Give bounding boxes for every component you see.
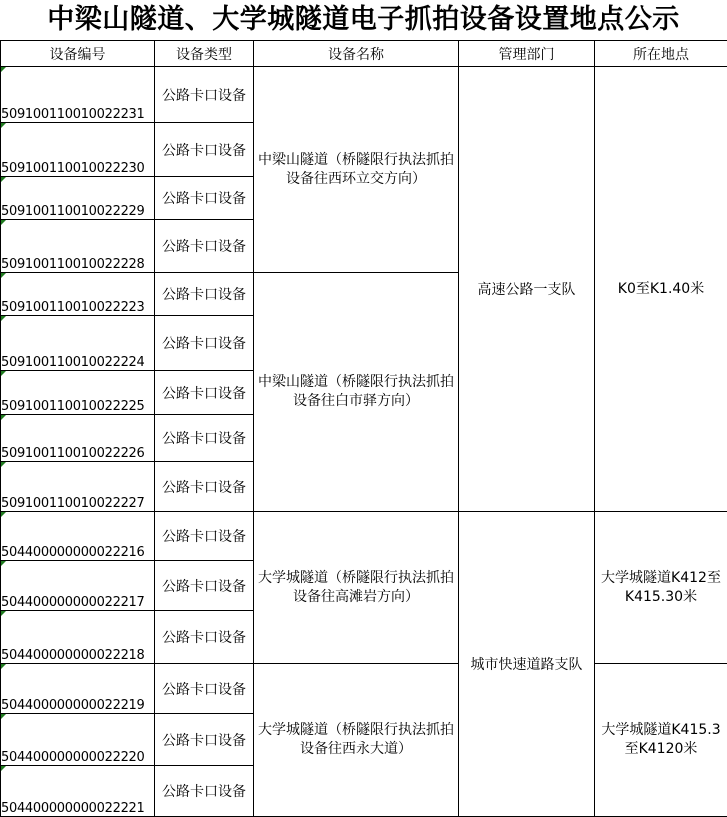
device-type: 公路卡口设备 [155, 316, 254, 371]
device-name: 中梁山隧道（桥隧限行执法抓拍设备往西环立交方向） [254, 67, 459, 273]
header-dept: 管理部门 [459, 41, 595, 67]
device-code: 509100110010022228 [1, 220, 155, 273]
device-type: 公路卡口设备 [155, 611, 254, 664]
device-type: 公路卡口设备 [155, 462, 254, 512]
device-code: 509100110010022229 [1, 177, 155, 220]
device-code: 509100110010022223 [1, 273, 155, 316]
location: 大学城隧道K415.3至K4120米 [595, 664, 727, 817]
device-type: 公路卡口设备 [155, 220, 254, 273]
device-code: 504400000000022220 [1, 714, 155, 766]
location: 大学城隧道K412至K415.30米 [595, 512, 727, 664]
header-code: 设备编号 [1, 41, 155, 67]
header-location: 所在地点 [595, 41, 727, 67]
table-row [1, 67, 727, 123]
device-code: 504400000000022218 [1, 611, 155, 664]
device-name: 大学城隧道（桥隧限行执法抓拍设备往西永大道） [254, 664, 459, 817]
device-type: 公路卡口设备 [155, 664, 254, 714]
device-code: 504400000000022221 [1, 766, 155, 817]
device-type: 公路卡口设备 [155, 714, 254, 766]
header-type: 设备类型 [155, 41, 254, 67]
device-code: 509100110010022230 [1, 123, 155, 177]
device-code: 509100110010022231 [1, 67, 155, 123]
device-type: 公路卡口设备 [155, 561, 254, 611]
device-type: 公路卡口设备 [155, 415, 254, 462]
device-type: 公路卡口设备 [155, 177, 254, 220]
location: K0至K1.40米 [595, 67, 727, 512]
table-row [1, 664, 727, 714]
device-type: 公路卡口设备 [155, 512, 254, 561]
device-table [0, 40, 727, 817]
device-code: 509100110010022226 [1, 415, 155, 462]
page-title: 中梁山隧道、大学城隧道电子抓拍设备设置地点公示 [0, 0, 727, 40]
device-code: 509100110010022225 [1, 371, 155, 415]
header-row [1, 41, 727, 67]
management-department: 城市快速道路支队 [459, 512, 595, 817]
device-type: 公路卡口设备 [155, 123, 254, 177]
device-code: 504400000000022219 [1, 664, 155, 714]
header-name: 设备名称 [254, 41, 459, 67]
device-type: 公路卡口设备 [155, 766, 254, 817]
device-code: 504400000000022217 [1, 561, 155, 611]
device-code: 509100110010022224 [1, 316, 155, 371]
table-row [1, 512, 727, 561]
device-code: 504400000000022216 [1, 512, 155, 561]
device-type: 公路卡口设备 [155, 273, 254, 316]
device-type: 公路卡口设备 [155, 67, 254, 123]
device-code: 509100110010022227 [1, 462, 155, 512]
device-name: 中梁山隧道（桥隧限行执法抓拍设备往白市驿方向） [254, 273, 459, 512]
management-department: 高速公路一支队 [459, 67, 595, 512]
device-type: 公路卡口设备 [155, 371, 254, 415]
device-name: 大学城隧道（桥隧限行执法抓拍设备往高滩岩方向） [254, 512, 459, 664]
